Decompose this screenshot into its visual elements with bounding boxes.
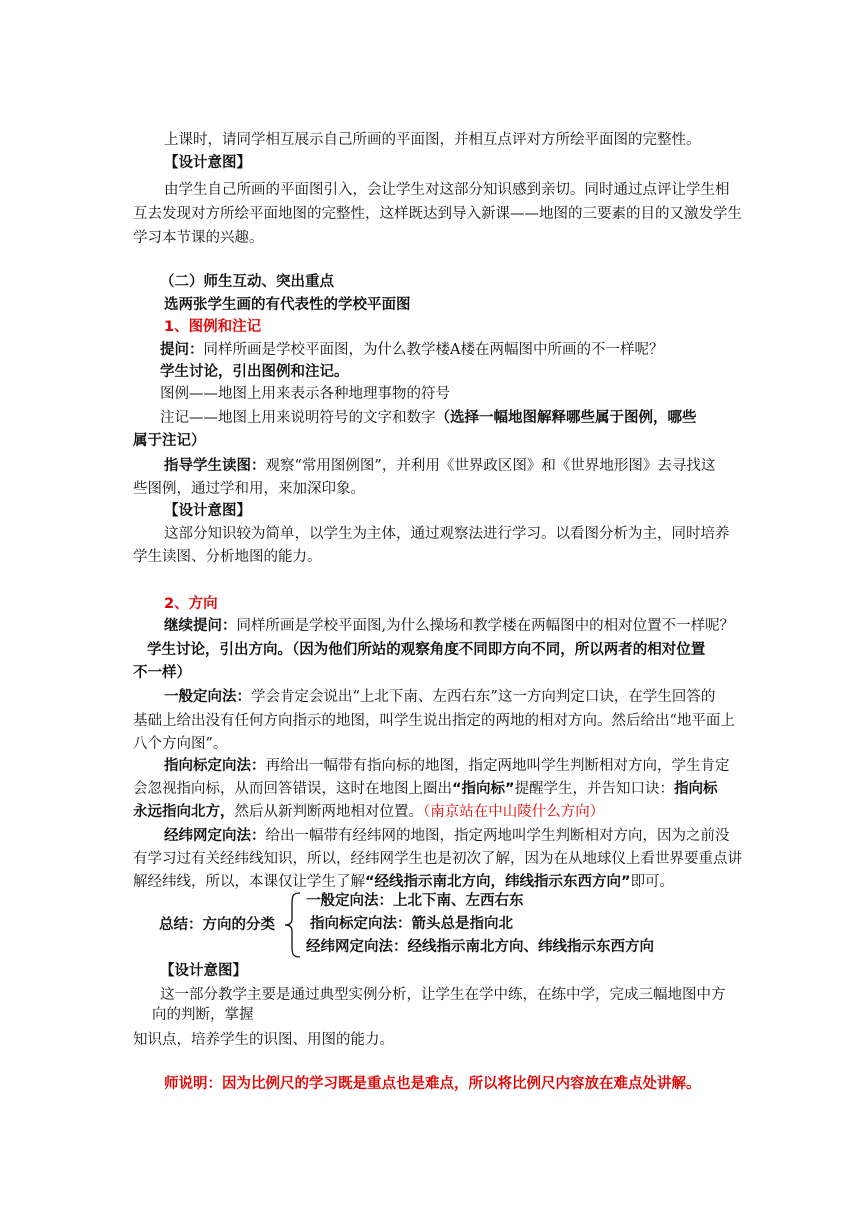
method-general	[164, 687, 715, 707]
guide-reading-text: 观察“常用图例图”，并利用《世界政区图》和《世界地形图》去寻找这	[265, 458, 716, 474]
design-intent-heading-2: 【设计意图】	[164, 503, 251, 519]
question-2-label: 继续提问：	[164, 618, 237, 634]
method-grid-text-3c: 即可。	[630, 874, 675, 890]
method-grid-cont-2	[133, 872, 674, 892]
intent-paragraph-3b: 向的判断，掌握	[152, 1007, 254, 1023]
question-1-label: 提问：	[160, 342, 204, 358]
note-definition-instruction: （选择一幅地图解释哪些属于图例，哪些	[435, 410, 697, 426]
note-definition	[160, 408, 697, 428]
method-grid	[164, 826, 730, 846]
question-1-text: 同样所画是学校平面图，为什么教学楼A楼在两幅图中所画的不一样呢？	[203, 342, 664, 358]
method-general-cont-2: 八个方向图”。	[133, 736, 228, 752]
question-2	[164, 616, 734, 636]
method-pointer-cont-2	[133, 802, 604, 822]
design-intent-heading-1: 【设计意图】	[164, 155, 251, 171]
method-pointer-cont-1	[133, 779, 718, 799]
intent-paragraph-2a: 这部分知识较为简单，以学生为主体，通过观察法进行学习。以看图分析为主，同时培养	[164, 526, 730, 542]
intent-paragraph-2b: 学生读图、分析地图的能力。	[133, 549, 322, 565]
summary-item-1: 一般定向法：上北下南、左西右东	[306, 893, 524, 909]
method-pointer-example: （南京站在中山陵什么方向）	[423, 804, 605, 820]
summary-label: 总结：方向的分类	[159, 917, 275, 933]
discussion-2: 学生讨论，引出方向。（因为他们所站的观察角度不同即方向不同，所以两者的相对位置	[147, 642, 706, 658]
subsection-title-legend: 1、图例和注记	[164, 319, 262, 335]
method-pointer-text-2a: 会忽视指向标，从而回答错误，这时在地图上圈出	[133, 781, 452, 797]
section-heading-2: （二）师生互动、突出重点	[160, 274, 334, 290]
legend-definition: 图例——地图上用来表示各种地理事物的符号	[160, 386, 450, 402]
design-intent-heading-3: 【设计意图】	[160, 963, 247, 979]
method-grid-cont-1: 有学习过有关经纬线知识，所以，经纬网学生也是初次了解，因为在从地球仪上看世界要重点讲	[133, 851, 742, 867]
intent-paragraph-3c: 知识点，培养学生的识图、用图的能力。	[133, 1032, 394, 1048]
method-pointer-text-2d: 指向标	[674, 781, 718, 797]
method-general-label: 一般定向法：	[164, 689, 251, 705]
intent-paragraph-3a: 这一部分教学主要是通过典型实例分析，让学生在学中练，在练中学，完成三幅地图中方	[160, 987, 726, 1003]
guide-reading-label: 指导学生读图：	[164, 458, 266, 474]
method-pointer-text-2c: 提醒学生，并告知口诀：	[514, 781, 675, 797]
intent-paragraph-1b: 互去发现对方所绘平面地图的完整性，这样既达到导入新课——地图的三要素的目的又激发学生	[133, 206, 742, 222]
method-pointer-text-3a: 永远指向北方，	[133, 804, 235, 820]
intro-paragraph: 上课时，请同学相互展示自己所画的平面图，并相互点评对方所绘平面图的完整性。	[164, 132, 701, 148]
question-1	[160, 340, 663, 360]
method-pointer	[164, 756, 730, 776]
guide-reading	[164, 456, 715, 476]
discussion-2-cont: 不一样）	[133, 665, 191, 681]
subsection-title-direction: 2、方向	[164, 596, 218, 612]
teacher-note: 师说明：因为比例尺的学习既是重点也是难点，所以将比例尺内容放在难点处讲解。	[164, 1076, 701, 1092]
method-pointer-label: 指向标定向法：	[164, 758, 266, 774]
method-grid-text-3b: “经线指示南北方向，纬线指示东西方向”	[365, 874, 631, 890]
note-definition-text: 注记——地图上用来说明符号的文字和数字	[160, 410, 436, 426]
method-pointer-text-2b: “指向标”	[452, 781, 515, 797]
guide-reading-cont: 些图例，通过学和用，来加深印象。	[133, 481, 365, 497]
method-grid-text-3a: 解经纬线，所以，本课仅让学生了解	[133, 874, 365, 890]
summary-item-3: 经纬网定向法：经线指示南北方向、纬线指示东西方向	[306, 939, 654, 955]
method-grid-label: 经纬网定向法：	[164, 828, 266, 844]
method-general-text: 学会肯定会说出“上北下南、左西右东”这一方向判定口诀，在学生回答的	[251, 689, 716, 705]
discussion-1: 学生讨论，引出图例和注记。	[160, 364, 349, 380]
method-pointer-text-3b: 然后从新判断两地相对位置。	[234, 804, 423, 820]
note-definition-instruction-cont: 属于注记）	[133, 433, 206, 449]
section-subheading: 选两张学生画的有代表性的学校平面图	[164, 297, 411, 313]
summary-brace-icon	[282, 891, 302, 959]
method-grid-text: 给出一幅带有经纬网的地图，指定两地叫学生判断相对方向，因为之前没	[265, 828, 730, 844]
method-pointer-text: 再给出一幅带有指向标的地图，指定两地叫学生判断相对方向，学生肯定	[265, 758, 730, 774]
summary-item-2: 指向标定向法：箭头总是指向北	[310, 916, 513, 932]
intent-paragraph-1c: 学习本节课的兴趣。	[133, 230, 264, 246]
question-2-text: 同样所画是学校平面图,为什么操场和教学楼在两幅图中的相对位置不一样呢？	[236, 618, 735, 634]
method-general-cont-1: 基础上给出没有任何方向指示的地图，叫学生说出指定的两地的相对方向。然后给出“地平面上	[133, 713, 735, 729]
intent-paragraph-1a: 由学生自己所画的平面图引入，会让学生对这部分知识感到亲切。同时通过点评让学生相	[164, 182, 730, 198]
